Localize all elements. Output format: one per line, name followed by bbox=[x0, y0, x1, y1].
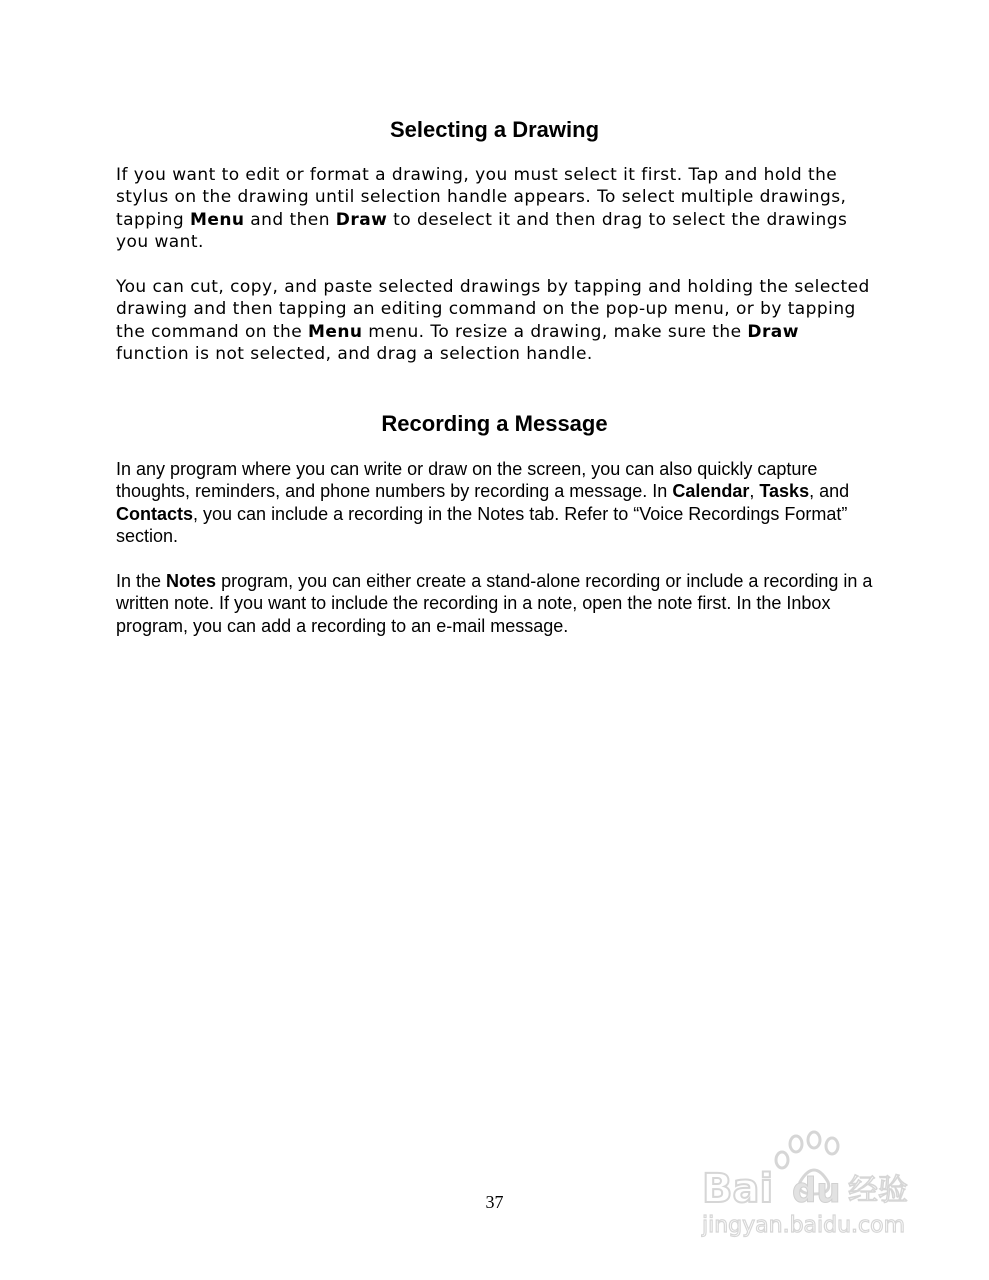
bold-term: Calendar bbox=[672, 481, 750, 502]
paragraph-recording-1: In any program where you can write or draw on the screen, you can also quickly capture thoughts, reminders, and phone numbers by recording a message. In Calendar, Tasks, and Contacts, you can include a recording in the Notes tab. Refer to “Voice Recordings Format” section. bbox=[116, 459, 850, 547]
paragraph-selecting-1: If you want to edit or format a drawing, you must select it first. Tap and hold the stylus on the drawing until selection handle appears. To select multiple drawings, tapping Menu and then Draw to deselect it and then drag to select the drawings you want. bbox=[116, 165, 848, 253]
bold-term: Draw bbox=[335, 209, 388, 230]
paragraph-recording-2: In the Notes program, you can either create a stand-alone recording or include a recording in a written note. If you want to include the recording in a note, open the note first. In the Inbox program, you can add a recording to an e-mail message. bbox=[116, 571, 873, 636]
bold-term: Contacts bbox=[116, 503, 194, 524]
svg-text:经验: 经验 bbox=[848, 1173, 908, 1208]
bold-term: Notes bbox=[166, 571, 217, 591]
bold-term: Menu bbox=[308, 321, 363, 342]
page-number: 37 bbox=[485, 1192, 504, 1212]
heading-selecting-drawing: Selecting a Drawing bbox=[389, 117, 600, 142]
bold-term: Draw bbox=[747, 321, 799, 342]
bold-term: Menu bbox=[189, 209, 245, 230]
paragraph-selecting-2: You can cut, copy, and paste selected drawings by tapping and holding the selected drawing and then tapping an editing command on the pop-up menu, or by tapping the command on the Menu menu. To resize a drawing, make sure the Draw function is not selected, and drag a selection handle. bbox=[116, 277, 870, 365]
svg-text:Bai: Bai bbox=[702, 1166, 774, 1212]
bold-term: Tasks bbox=[759, 481, 810, 502]
svg-text:du: du bbox=[792, 1171, 841, 1211]
svg-text:jingyan.baidu.com: jingyan.baidu.com bbox=[702, 1213, 906, 1238]
baidu-jingyan-watermark bbox=[700, 1130, 940, 1240]
heading-recording-message: Recording a Message bbox=[381, 411, 608, 436]
